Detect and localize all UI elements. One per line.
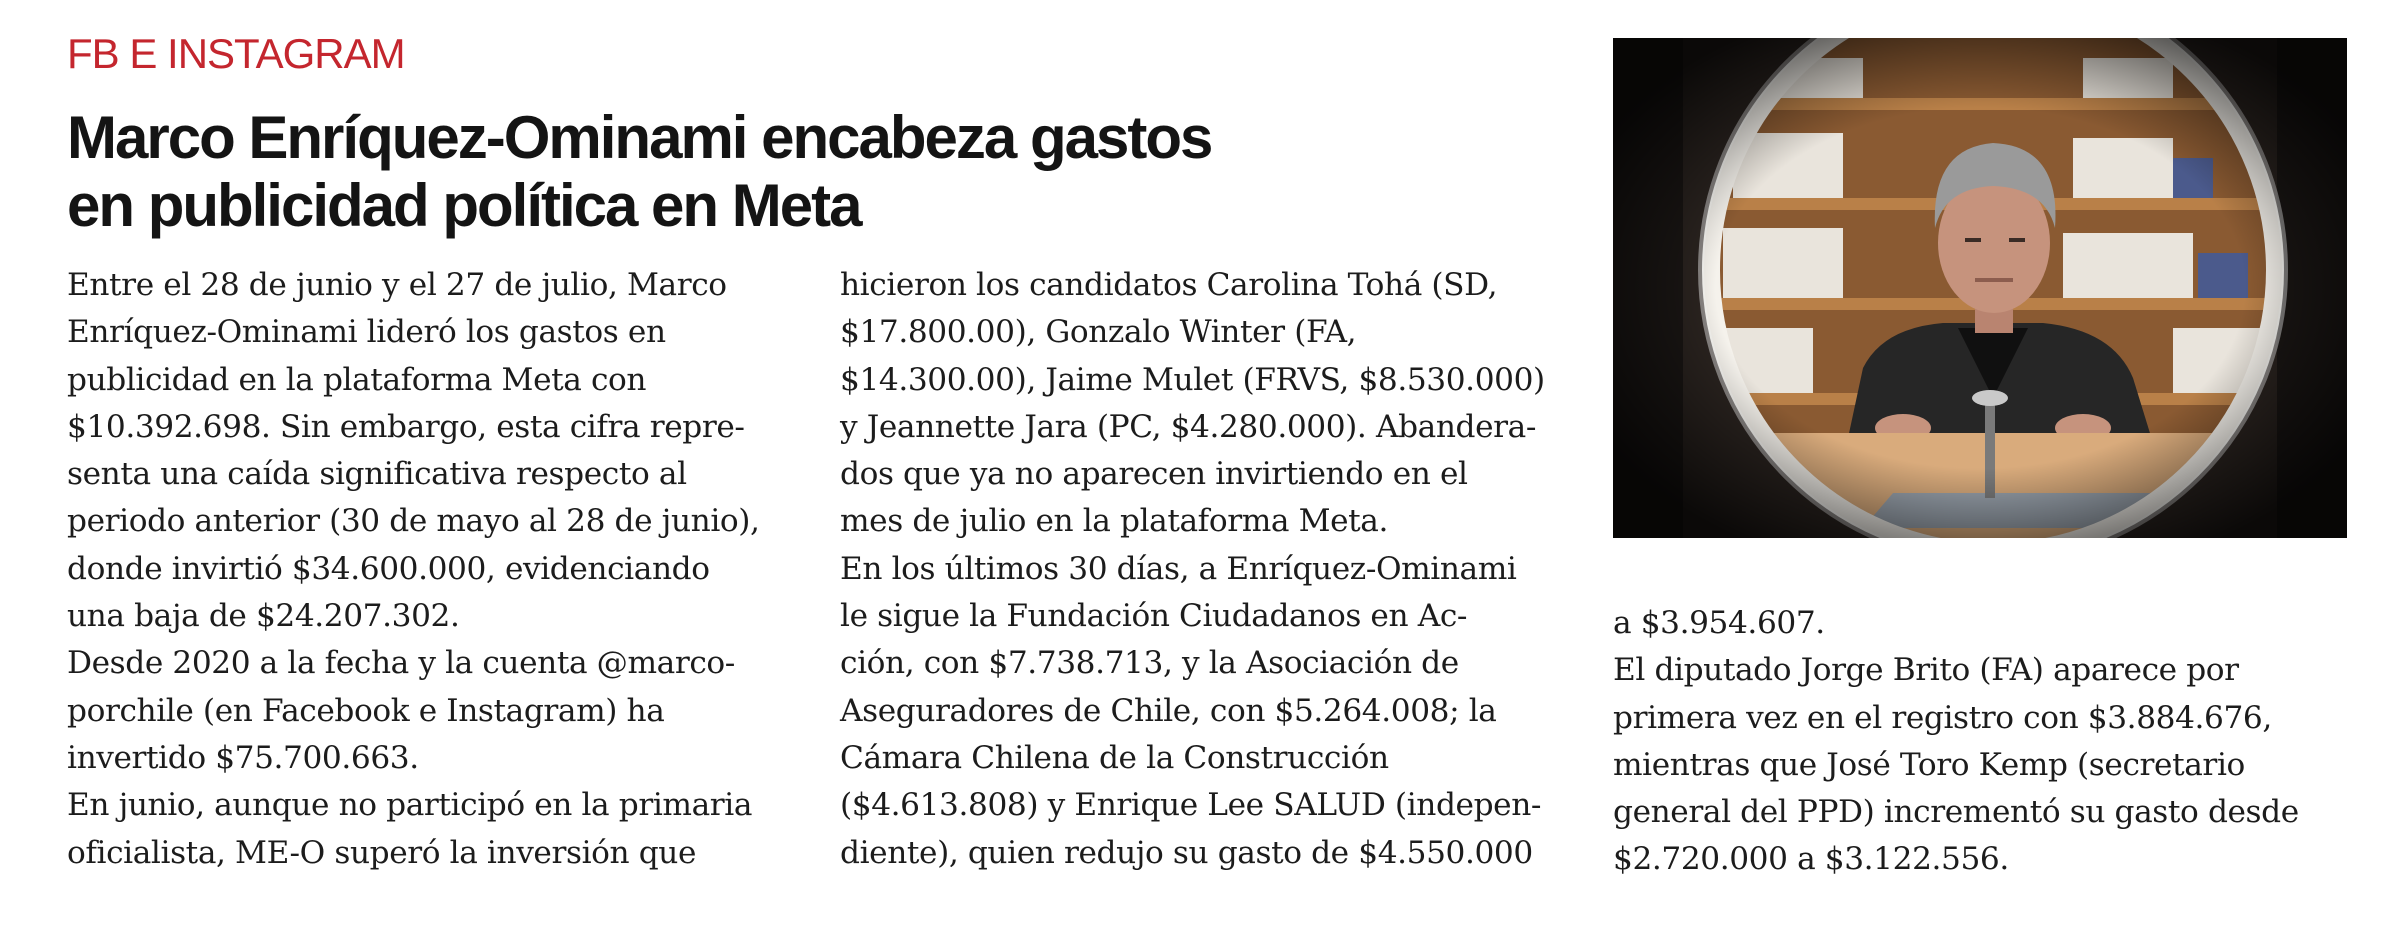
body-line: invertido $75.700.663. xyxy=(67,739,419,776)
body-line: mientras que José Toro Kemp (secretario xyxy=(1613,746,2245,783)
body-column-3 xyxy=(1613,600,2299,884)
photo-illustration xyxy=(1613,38,2347,538)
body-line: hicieron los candidatos Carolina Tohá (SD, xyxy=(840,267,1498,303)
body-line: $10.392.698. Sin embargo, esta cifra repre- xyxy=(67,408,745,445)
body-line: porchile (en Facebook e Instagram) ha xyxy=(67,692,665,729)
body-line: oficialista, ME-O superó la inversión que xyxy=(67,834,697,871)
body-line: Desde 2020 a la fecha y la cuenta @marco- xyxy=(67,645,735,682)
body-column-2 xyxy=(840,262,1545,877)
body-line: $14.300.00), Jaime Mulet (FRVS, $8.530.000) xyxy=(840,361,1545,398)
body-line: En junio, aunque no participó en la primaria xyxy=(67,787,753,824)
body-column-1 xyxy=(67,262,760,877)
body-line: En los últimos 30 días, a Enríquez-Ominami xyxy=(840,550,1517,587)
body-line: senta una caída significativa respecto al xyxy=(67,456,687,493)
headline-line: Marco Enríquez-Ominami encabeza gastos xyxy=(67,104,1212,171)
body-line: publicidad en la plataforma Meta con xyxy=(67,361,647,398)
article-photo xyxy=(1613,38,2347,538)
body-line: general del PPD) incrementó su gasto desde xyxy=(1613,794,2299,831)
headline-line: en publicidad política en Meta xyxy=(67,172,861,239)
body-line: primera vez en el registro con $3.884.676, xyxy=(1613,699,2272,736)
body-line: periodo anterior (30 de mayo al 28 de junio), xyxy=(67,503,760,540)
body-line: Cámara Chilena de la Construcción xyxy=(840,739,1389,776)
body-line: mes de julio en la plataforma Meta. xyxy=(840,503,1389,540)
headline xyxy=(67,104,1347,240)
body-line: Aseguradores de Chile, con $5.264.008; la xyxy=(840,692,1497,729)
body-line: Entre el 28 de junio y el 27 de julio, Marco xyxy=(67,267,727,303)
body-line: $17.800.00), Gonzalo Winter (FA, xyxy=(840,314,1357,351)
body-line: diente), quien redujo su gasto de $4.550.000 xyxy=(840,834,1533,871)
body-line: una baja de $24.207.302. xyxy=(67,598,460,635)
body-line: $2.720.000 a $3.122.556. xyxy=(1613,841,2009,878)
body-line: El diputado Jorge Brito (FA) aparece por xyxy=(1613,652,2239,689)
section-kicker: FB E INSTAGRAM xyxy=(67,30,405,77)
body-line: Enríquez-Ominami lideró los gastos en xyxy=(67,314,666,351)
body-line: ($4.613.808) y Enrique Lee SALUD (indepen- xyxy=(840,787,1542,824)
body-line: ción, con $7.738.713, y la Asociación de xyxy=(840,645,1459,682)
body-line: donde invirtió $34.600.000, evidenciando xyxy=(67,550,710,587)
body-line: y Jeannette Jara (PC, $4.280.000). Abandera- xyxy=(840,408,1536,445)
body-line: le sigue la Fundación Ciudadanos en Ac- xyxy=(840,598,1468,635)
body-line: a $3.954.607. xyxy=(1613,605,1825,641)
body-line: dos que ya no aparecen invirtiendo en el xyxy=(840,456,1468,493)
